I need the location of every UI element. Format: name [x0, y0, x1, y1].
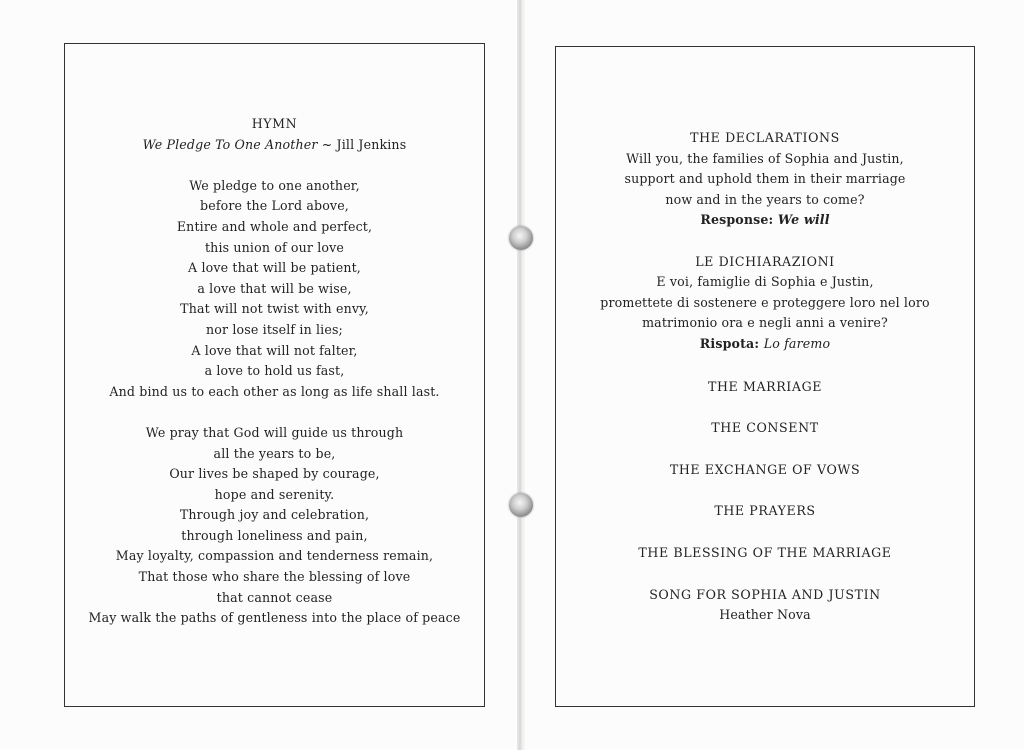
- section-consent: THE CONSENT: [711, 420, 819, 436]
- hymn-line: May walk the paths of gentleness into the place of peace: [88, 610, 461, 626]
- hymn-line: And bind us to each other as long as life shall last.: [109, 383, 440, 399]
- hymn-line: Through joy and celebration,: [179, 507, 370, 523]
- hymn-line: That those who share the blessing of love: [138, 569, 411, 585]
- dichiarazioni-heading: LE DICHIARAZIONI: [695, 253, 835, 269]
- rispota-value: Lo faremo: [763, 335, 831, 351]
- hymn-line: We pray that God will guide us through: [145, 424, 404, 440]
- dichiarazioni-line: promettete di sostenere e proteggere loro nel loro: [600, 294, 930, 310]
- rispota-label: Rispota:: [699, 335, 764, 351]
- declarations-line: Will you, the families of Sophia and Justin,: [626, 150, 904, 166]
- hymn-subtitle: [64, 135, 485, 156]
- section-prayers: THE PRAYERS: [714, 503, 816, 519]
- booklet-spine: [517, 0, 525, 750]
- hymn-line: We pledge to one another,: [189, 177, 360, 193]
- declarations-section: [555, 128, 975, 231]
- hymn-line: a love that will be wise,: [197, 280, 352, 296]
- declarations-line: support and uphold them in their marriage: [624, 171, 906, 187]
- song-heading: SONG FOR SOPHIA AND JUSTIN: [649, 586, 881, 602]
- hymn-title: We Pledge To One Another: [142, 136, 318, 152]
- dichiarazioni-line: matrimonio ora e negli anni a venire?: [642, 315, 888, 331]
- dichiarazioni-line: E voi, famiglie di Sophia e Justin,: [656, 274, 874, 290]
- staple-top: [509, 226, 533, 250]
- hymn-line: a love to hold us fast,: [204, 363, 345, 379]
- song-section: [555, 585, 975, 626]
- stanza-gap: [64, 155, 485, 176]
- hymn-line: before the Lord above,: [200, 198, 349, 214]
- staple-bottom: [509, 493, 533, 517]
- hymn-heading: HYMN: [251, 116, 298, 131]
- dichiarazioni-response: [555, 334, 975, 355]
- hymn-line: That will not twist with envy,: [180, 301, 369, 317]
- hymn-line: nor lose itself in lies;: [206, 321, 343, 337]
- hymn-line: Entire and whole and perfect,: [176, 218, 373, 234]
- hymn-line: hope and serenity.: [214, 486, 335, 502]
- declarations-line: now and in the years to come?: [665, 191, 865, 207]
- order-of-service: [555, 128, 975, 626]
- hymn-line: A love that will not falter,: [191, 342, 358, 358]
- hymn-stanza-2: [64, 423, 485, 629]
- stanza-gap: [64, 402, 485, 423]
- hymn-line: Our lives be shaped by courage,: [169, 466, 380, 482]
- hymn-line: all the years to be,: [213, 445, 336, 461]
- section-gap: [555, 231, 975, 252]
- section-marriage: THE MARRIAGE: [707, 378, 823, 394]
- song-artist: Heather Nova: [719, 607, 811, 623]
- hymn-line: that cannot cease: [216, 589, 333, 605]
- section-exchange-of-vows: THE EXCHANGE OF VOWS: [669, 461, 861, 477]
- hymn-stanza-1: [64, 176, 485, 403]
- hymn-line: through loneliness and pain,: [181, 527, 368, 543]
- hymn-line: A love that will be patient,: [188, 260, 361, 276]
- hymn-section: [64, 114, 485, 629]
- section-blessing: THE BLESSING OF THE MARRIAGE: [638, 544, 892, 560]
- dichiarazioni-section: [555, 252, 975, 355]
- response-label: Response:: [700, 212, 778, 228]
- hymn-line: May loyalty, compassion and tenderness remain,: [115, 548, 434, 564]
- declarations-heading: THE DECLARATIONS: [690, 130, 840, 145]
- declarations-response: [555, 210, 975, 231]
- hymn-line: this union of our love: [204, 239, 345, 255]
- response-value: We will: [777, 212, 830, 228]
- hymn-author: ~ Jill Jenkins: [317, 136, 407, 152]
